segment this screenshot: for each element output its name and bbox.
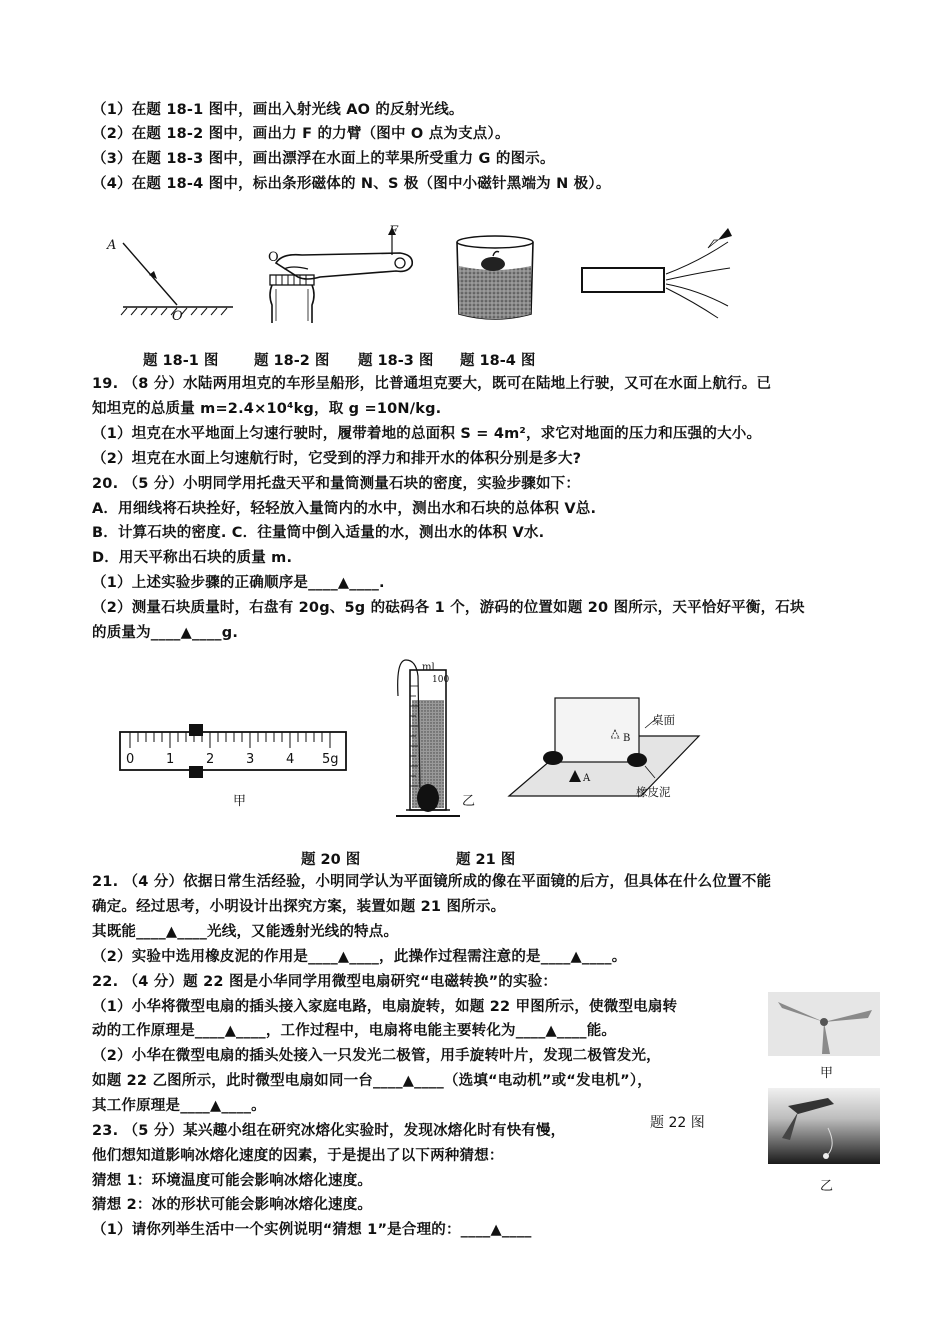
q22-part1-line1: （1）小华将微型电扇的插头接入家庭电路，电扇旋转，如题 22 甲图所示，使微型电扇转 [92,999,678,1015]
label-o2: O [268,250,279,265]
caption-fig-21: 题 21 图 [456,852,516,868]
scale-tick-2: 2 [206,752,215,767]
q20-part1: （1）上述实验步骤的正确顺序是____▲____. [92,575,385,591]
figure-18-2 [262,225,422,325]
q22-part2-line3: 其工作原理是____▲____。 [92,1098,266,1114]
q22-part1-line2: 动的工作原理是____▲____，工作过程中，电扇将电能主要转化为____▲____能。 [92,1023,617,1039]
label-b: B [623,733,631,744]
q22-part2-line2: 如题 22 乙图所示，此时微型电扇如同一台____▲____（选填“电动机”或“发电机”）， [92,1073,652,1089]
q18-part4: （4）在题 18-4 图中，标出条形磁体的 N、S 极（图中小磁针黑端为 N 极）。 [92,176,611,192]
q19-part1: （1）坦克在水平地面上匀速行驶时，履带着地的总面积 S = 4m²，求它对地面的压力和压强的大小。 [92,426,762,442]
q20-stem: 20. （5 分）小明同学用托盘天平和量筒测量石块的密度，实验步骤如下： [92,476,581,492]
q20-step-a: A．用细线将石块拴好，轻轻放入量筒内的水中，测出水和石块的总体积 V总. [92,501,597,517]
scale-tick-1: 1 [166,752,175,767]
q18-part3: （3）在题 18-3 图中，画出漂浮在水面上的苹果所受重力 G 的图示。 [92,151,555,167]
figure-21 [505,690,705,802]
label-yi-22: 乙 [820,1179,834,1194]
q21-stem-line2: 确定。经过思考，小明设计出探究方案，装置如题 21 图所示。 [92,899,506,915]
scale-tick-3: 3 [246,752,255,767]
q22-stem: 22. （4 分）题 22 图是小华同学用微型电扇研究“电磁转换”的实验： [92,974,558,990]
q21-part1: 其既能____▲____光线，又能透射光线的特点。 [92,924,399,940]
label-jia: 甲 [233,794,247,809]
label-clay: 橡皮泥 [636,785,671,799]
q23-guess2: 猜想 2：冰的形状可能会影响冰熔化速度。 [92,1197,373,1213]
q23-stem-line2: 他们想知道影响冰熔化速度的因素，于是提出了以下两种猜想： [92,1148,504,1164]
label-jia-22: 甲 [820,1066,834,1081]
q23-stem-line1: 23. （5 分）某兴趣小组在研究冰熔化实验时，发现冰熔化时有快有慢， [92,1123,566,1139]
q22-part2-line1: （2）小华在微型电扇的插头处接入一只发光二极管，用手旋转叶片，发现二极管发光， [92,1048,661,1064]
caption-fig-20: 题 20 图 [301,852,361,868]
caption-fig-18-3: 题 18-3 图 [358,353,434,369]
scale-tick-0: 0 [126,752,135,767]
label-a: A [107,238,117,253]
label-ml: ml [422,662,435,673]
caption-fig-18-2: 题 18-2 图 [254,353,330,369]
q23-guess1: 猜想 1：环境温度可能会影响冰熔化速度。 [92,1173,373,1189]
scale-tick-4: 4 [286,752,295,767]
label-desk: 桌面 [652,713,675,727]
figure-22-fan-photo [768,992,880,1056]
label-o: O [172,309,183,324]
q23-part1: （1）请你列举生活中一个实例说明“猜想 1”是合理的：____▲____ [92,1222,532,1238]
figure-20-scale [118,722,350,780]
q21-part2: （2）实验中选用橡皮泥的作用是____▲____，此操作过程需注意的是____▲____。 [92,949,627,965]
label-yi: 乙 [462,794,476,809]
label-100: 100 [432,675,450,685]
q21-stem-line1: 21. （4 分）依据日常生活经验，小明同学认为平面镜所成的像在平面镜的后方，但具体在什么位置不能 [92,874,772,890]
q20-step-bc: B．计算石块的密度. C．往量筒中倒入适量的水，测出水的体积 V水. [92,525,545,541]
q19-stem-line2: 知坦克的总质量 m=2.4×10⁴kg，取 g =10N/kg. [92,401,442,417]
caption-fig-18-1: 题 18-1 图 [143,353,219,369]
label-a21: A [583,773,591,784]
caption-fig-22: 题 22 图 [650,1115,705,1131]
figure-18-4 [578,222,738,322]
q20-step-d: D．用天平称出石块的质量 m. [92,550,293,566]
caption-fig-18-4: 题 18-4 图 [460,353,536,369]
q20-part2-line2: 的质量为____▲____g. [92,625,239,641]
figure-20-cylinder [388,656,468,826]
q18-part1: （1）在题 18-1 图中，画出入射光线 AO 的反射光线。 [92,102,464,118]
q20-part2-line1: （2）测量石块质量时，右盘有 20g、5g 的砝码各 1 个，游码的位置如题 20 图所示，天平恰好平衡，石块 [92,600,805,616]
figure-22-led-photo [768,1088,880,1164]
q18-part2: （2）在题 18-2 图中，画出力 F 的力臂（图中 O 点为支点）。 [92,126,510,142]
label-f: F [389,224,399,239]
q19-stem-line1: 19. （8 分）水陆两用坦克的车形呈船形，比普通坦克要大，既可在陆地上行驶，又可在水面上航行。已 [92,376,772,392]
q19-part2: （2）坦克在水面上匀速航行时，它受到的浮力和排开水的体积分别是多大? [92,451,582,467]
figure-18-3 [445,232,545,324]
scale-tick-5g: 5g [322,752,339,767]
